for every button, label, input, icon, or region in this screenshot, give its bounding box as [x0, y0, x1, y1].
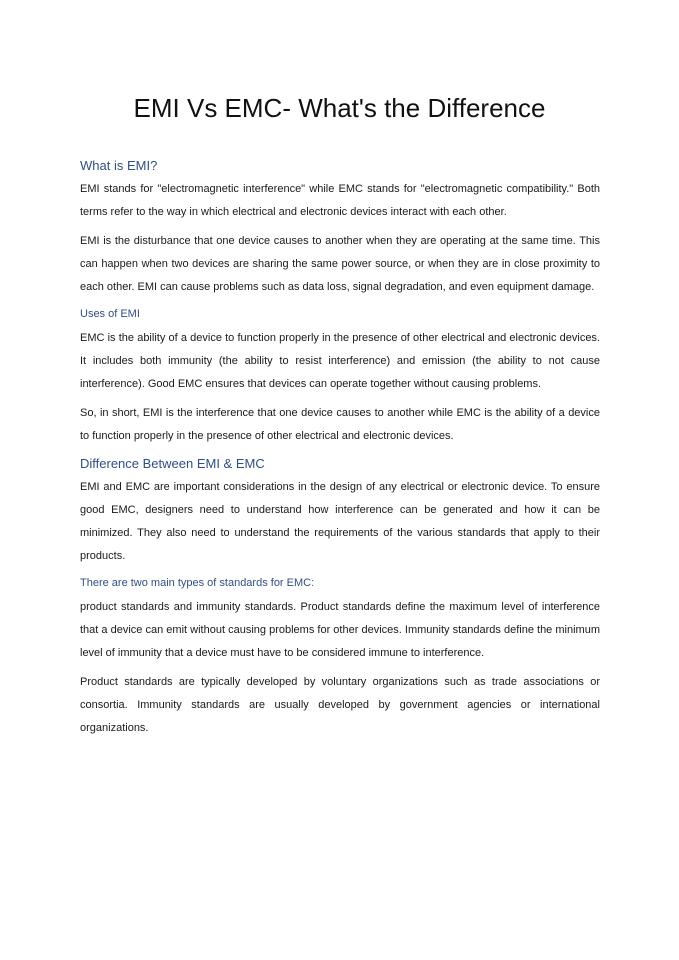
section-what-is-emi [80, 156, 600, 299]
section-uses-of-emi [80, 305, 600, 448]
paragraph: EMI is the disturbance that one device causes to another when they are operating at the same time. This can happen when two devices are sharing the same power source, or when they are in close proximity to each other. EMI can cause problems such as data loss, signal degradation, and even equipment damage. [80, 235, 600, 293]
heading-what-is-emi: What is EMI? [80, 158, 158, 173]
heading-uses-of-emi: Uses of EMI [80, 308, 140, 320]
heading-standards: There are two main types of standards for EMC: [80, 577, 315, 589]
paragraph: EMI and EMC are important considerations in the design of any electrical or electronic device. To ensure good EMC, designers need to understand how interference can be generated and how it can be minimized. They also need to understand the requirements of the various standards that apply to their products. [80, 481, 600, 562]
paragraph: EMC is the ability of a device to function properly in the presence of other electrical and electronic devices. It includes both immunity (the ability to resist interference) and emission (the ability to not cause interference). Good EMC ensures that devices can operate together without causing problems. [80, 332, 600, 390]
paragraph: Product standards are typically developed by voluntary organizations such as trade associations or consortia. Immunity standards are usually developed by government agencies or international organizations. [80, 676, 600, 734]
section-difference [80, 454, 600, 568]
page-title: EMI Vs EMC- What's the Difference [133, 93, 546, 123]
paragraph: EMI stands for "electromagnetic interference" while EMC stands for "electromagnetic compatibility." Both terms refer to the way in which electrical and electronic devices interact with each other. [80, 183, 600, 218]
heading-difference: Difference Between EMI & EMC [80, 456, 265, 471]
section-standards [80, 574, 600, 740]
paragraph: So, in short, EMI is the interference that one device causes to another while EMC is the ability of a device to function properly in the presence of other electrical and electronic devices. [80, 407, 600, 442]
document-body [80, 156, 600, 746]
paragraph: product standards and immunity standards. Product standards define the maximum level of interference that a device can emit without causing problems for other devices. Immunity standards define the minimum level of immunity that a device must have to be considered immune to interference. [80, 601, 600, 659]
